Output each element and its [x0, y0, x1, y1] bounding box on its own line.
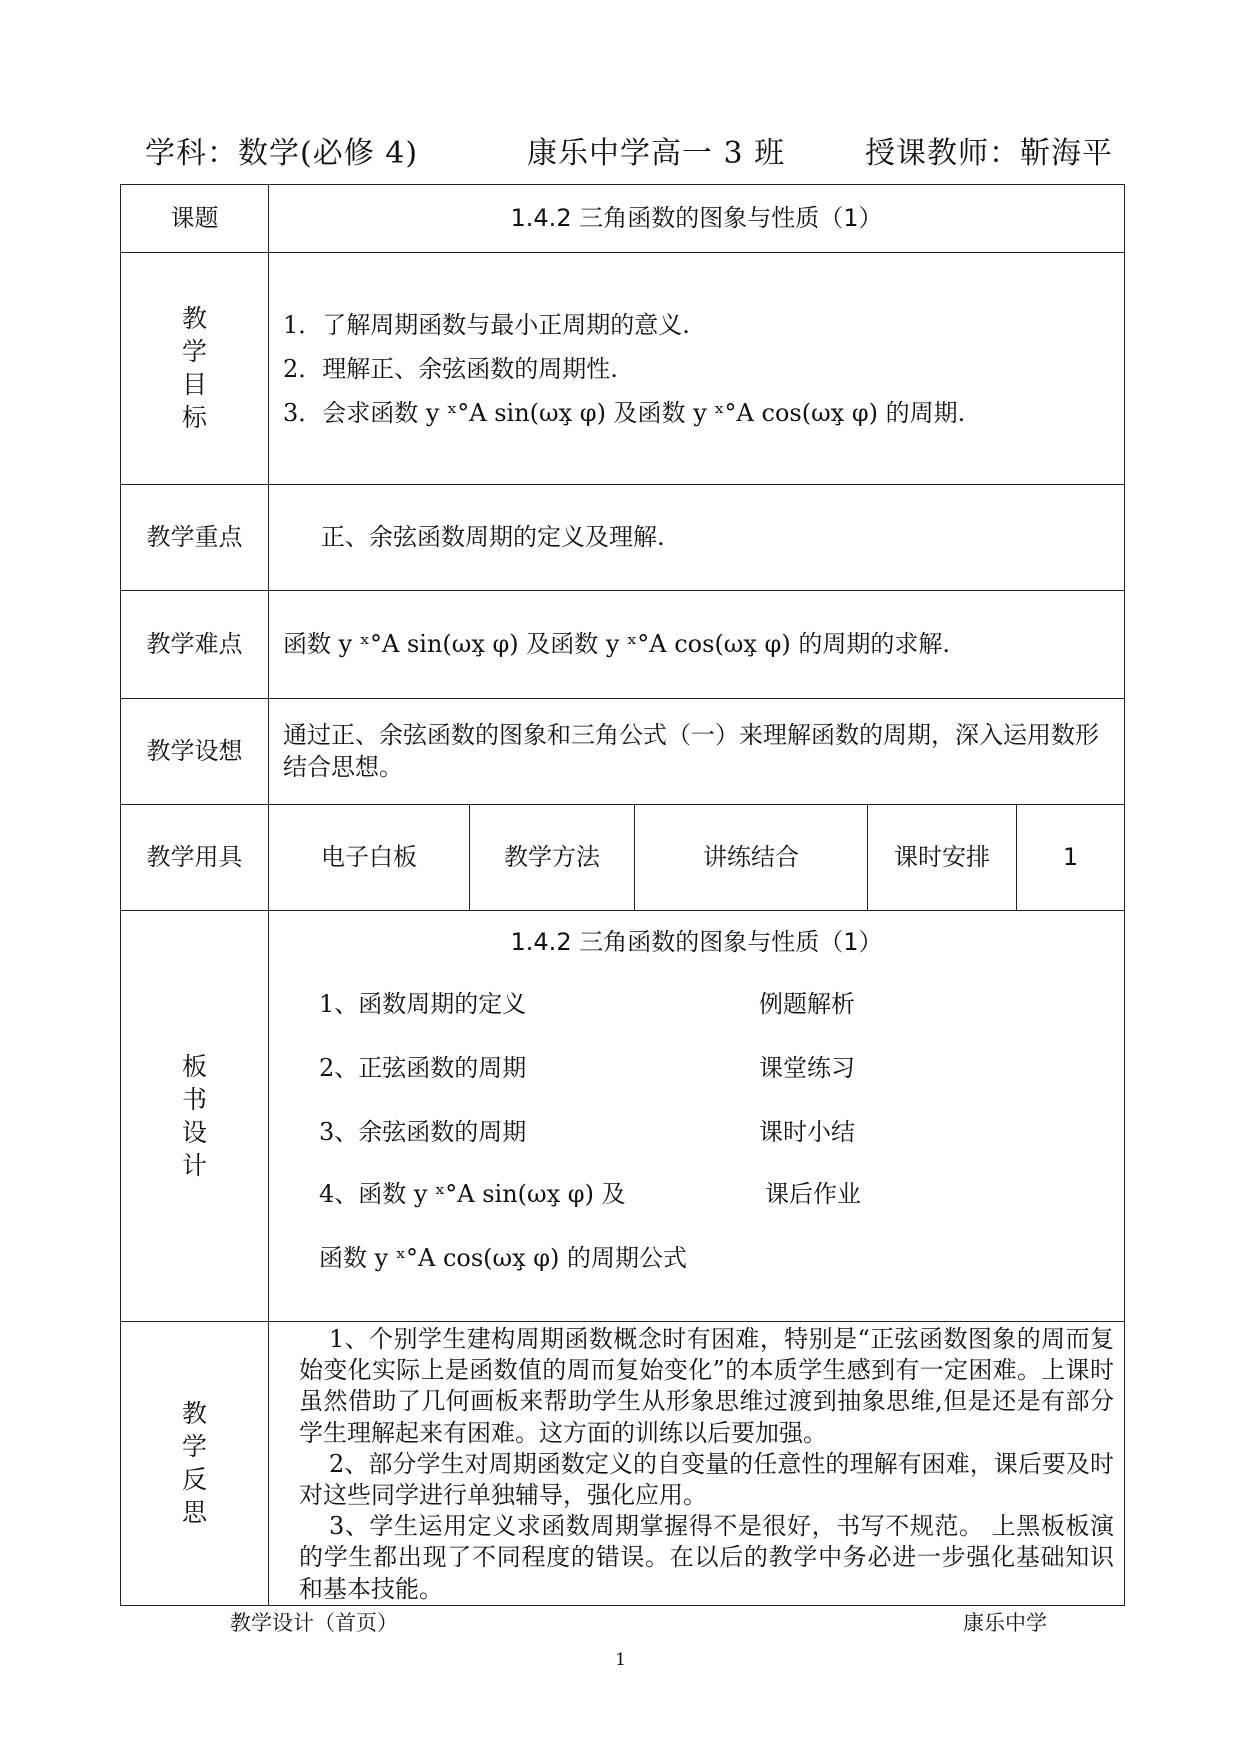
objective-item: 1．了解周期函数与最小正周期的意义. [283, 310, 690, 339]
teacher-label: 授课教师：靳海平 [865, 136, 1113, 171]
footer-left: 教学设计（首页） [230, 1611, 398, 1635]
tools-value: 电子白板 [269, 805, 470, 911]
tools-label: 教学用具 [121, 805, 269, 911]
board-left-item: 2、正弦函数的周期 [319, 1054, 527, 1082]
lesson-plan-table [120, 184, 1125, 1606]
page-header [145, 128, 1113, 172]
objectives-row [121, 253, 1125, 485]
objectives-label: 教 学 目 标 [121, 253, 269, 485]
board-row [121, 911, 1125, 1322]
key-points-value: 正、余弦函数周期的定义及理解. [269, 485, 1125, 591]
hours-value: 1 [1017, 805, 1125, 911]
reflection-content [269, 1322, 1125, 1606]
board-label: 板 书 设 计 [121, 911, 269, 1322]
difficulties-row [121, 591, 1125, 699]
key-points-row [121, 485, 1125, 591]
board-right-item: 课后作业 [765, 1180, 861, 1208]
board-left-item: 4、函数 y ˣ°A sin(ωx̧ φ) 及 [319, 1180, 626, 1208]
method-value: 讲练结合 [635, 805, 868, 911]
topic-label: 课题 [121, 185, 269, 253]
reflection-paragraph: 1、个别学生建构周期函数概念时有困难，特别是“正弦函数图象的周而复始变化实际上是函数值的周而复始变化”的本质学生感到有一定困难。上课时虽然借助了几何画板来帮助学生从形象思维过渡到抽象思维,但是还是有部分学生理解起来有困难。这方面的训练以后要加强。 [299, 1325, 1114, 1447]
objective-item: 3．会求函数 y ˣ°A sin(ωx̧ φ) 及函数 y ˣ°A cos(ωx̧ φ) 的周期. [283, 398, 966, 427]
design-value: 通过正、余弦函数的图象和三角公式（一）来理解函数的周期，深入运用数形结合思想。 [269, 699, 1125, 805]
difficulties-label: 教学难点 [121, 591, 269, 699]
board-right-item: 例题解析 [759, 990, 855, 1018]
class-label: 康乐中学高一 3 班 [527, 136, 786, 171]
page-number: 1 [615, 1650, 626, 1670]
hours-label: 课时安排 [868, 805, 1017, 911]
difficulties-value: 函数 y ˣ°A sin(ωx̧ φ) 及函数 y ˣ°A cos(ωx̧ φ) 的周期的求解. [269, 591, 1125, 699]
objectives-list [269, 253, 1125, 485]
board-left-item: 函数 y ˣ°A cos(ωx̧ φ) 的周期公式 [319, 1244, 688, 1272]
design-row [121, 699, 1125, 805]
board-title: 1.4.2 三角函数的图象与性质（1） [510, 928, 883, 956]
reflection-row [121, 1322, 1125, 1606]
board-right-item: 课时小结 [759, 1118, 855, 1146]
board-left-item: 3、余弦函数的周期 [319, 1118, 527, 1146]
reflection-label: 教 学 反 思 [121, 1322, 269, 1606]
subject-label: 学科：数学(必修 4) [145, 136, 419, 171]
board-left-item: 1、函数周期的定义 [319, 990, 527, 1018]
objective-item: 2．理解正、余弦函数的周期性. [283, 354, 618, 383]
tools-row [121, 805, 1125, 911]
board-right-item: 课堂练习 [759, 1054, 855, 1082]
board-content [269, 911, 1125, 1322]
reflection-paragraph: 3、学生运用定义求函数周期掌握得不是很好，书写不规范。 上黑板板演的学生都出现了不同程度的错误。在以后的教学中务必进一步强化基础知识和基本技能。 [299, 1512, 1114, 1603]
topic-row [121, 185, 1125, 253]
design-label: 教学设想 [121, 699, 269, 805]
key-points-label: 教学重点 [121, 485, 269, 591]
method-label: 教学方法 [470, 805, 635, 911]
reflection-paragraph: 2、部分学生对周期函数定义的自变量的任意性的理解有困难，课后要及时对这些同学进行单独辅导，强化应用。 [299, 1449, 1114, 1509]
topic-value: 1.4.2 三角函数的图象与性质（1） [269, 185, 1125, 253]
footer-right: 康乐中学 [963, 1611, 1047, 1635]
